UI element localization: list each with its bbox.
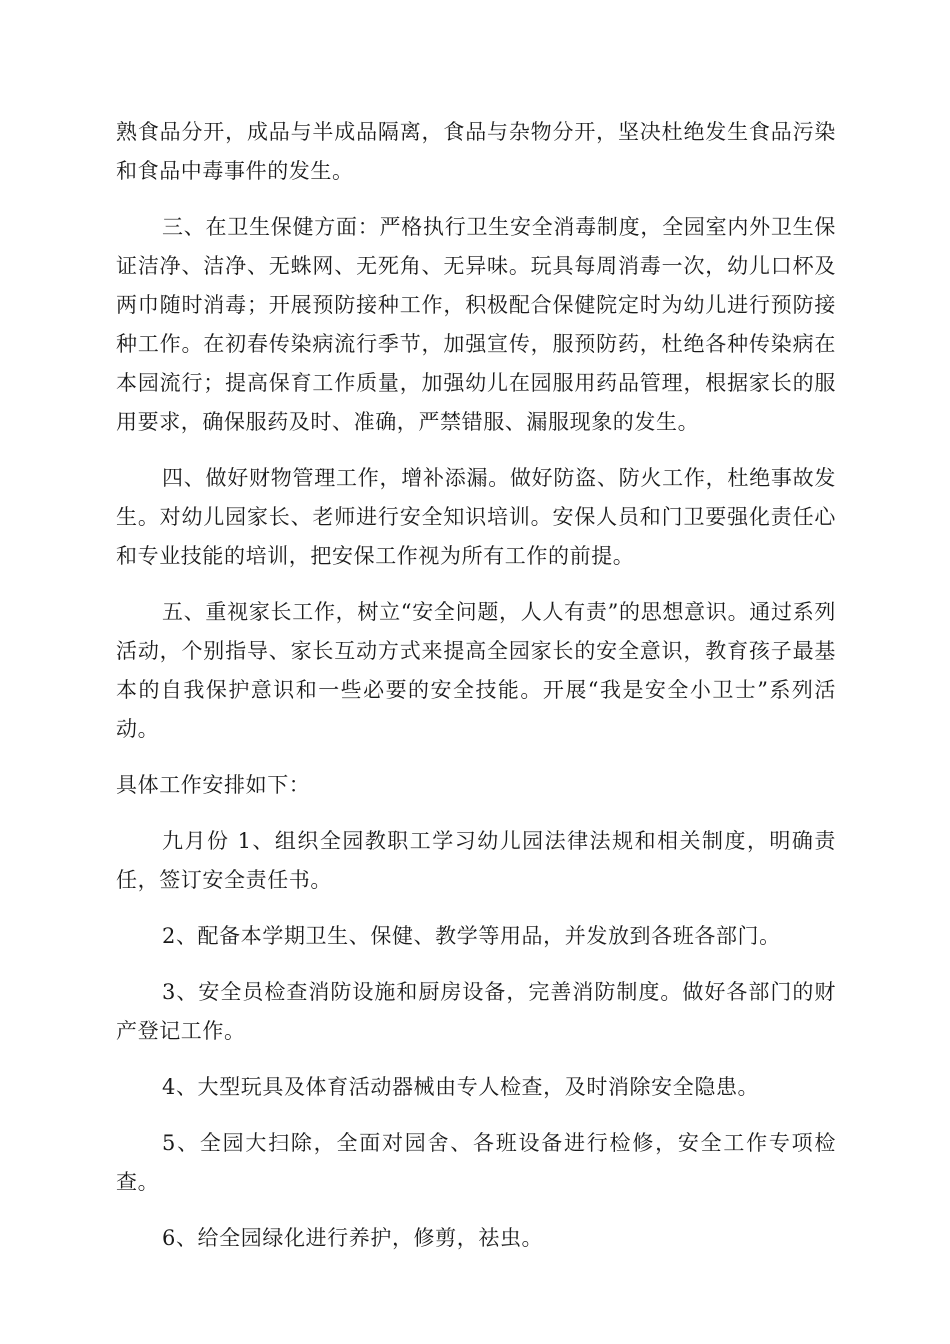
paragraph-food-safety-continued: 熟食品分开，成品与半成品隔离，食品与杂物分开，坚决杜绝发生食品污染和食品中毒事件的发生。 — [116, 120, 836, 183]
paragraph-health-care: 三、在卫生保健方面：严格执行卫生安全消毒制度，全园室内外卫生保证洁净、洁净、无蛛网、无死角、无异味。玩具每周消毒一次，幼儿口杯及两巾随时消毒；开展预防接种工作，积极配合保健院定时为幼儿进行预防接种工作。在初春传染病流行季节，加强宣传，服预防药，杜绝各种传染病在本园流行；提高保育工作质量，加强幼儿在园服用药品管理，根据家长的服用要求，确保服药及时、准确，严禁错服、漏服现象的发生。 — [116, 215, 836, 434]
paragraph-parent-work: 五、重视家长工作，树立“安全问题，人人有责”的思想意识。通过系列活动，个别指导、家长互动方式来提高全园家长的安全意识，教育孩子最基本的自我保护意识和一些必要的安全技能。开展“我是安全小卫士”系列活动。 — [116, 600, 836, 741]
schedule-item-6: 6、给全园绿化进行养护，修剪，祛虫。 — [162, 1226, 544, 1250]
schedule-item-1: 九月份 1、组织全园教职工学习幼儿园法律法规和相关制度，明确责任，签订安全责任书。 — [116, 829, 836, 892]
schedule-item-5: 5、全园大扫除，全面对园舍、各班设备进行检修，安全工作专项检查。 — [116, 1131, 836, 1194]
schedule-item-4: 4、大型玩具及体育活动器械由专人检查，及时消除安全隐患。 — [162, 1075, 760, 1099]
document-page — [116, 113, 836, 1275]
paragraph-schedule-heading: 具体工作安排如下： — [116, 773, 311, 797]
schedule-item-2: 2、配备本学期卫生、保健、教学等用品，并发放到各班各部门。 — [162, 924, 781, 948]
paragraph-property-management: 四、做好财物管理工作，增补添漏。做好防盗、防火工作，杜绝事故发生。对幼儿园家长、老师进行安全知识培训。安保人员和门卫要强化责任心和专业技能的培训，把安保工作视为所有工作的前提。 — [116, 466, 836, 568]
schedule-item-3: 3、安全员检查消防设施和厨房设备，完善消防制度。做好各部门的财产登记工作。 — [116, 980, 836, 1043]
